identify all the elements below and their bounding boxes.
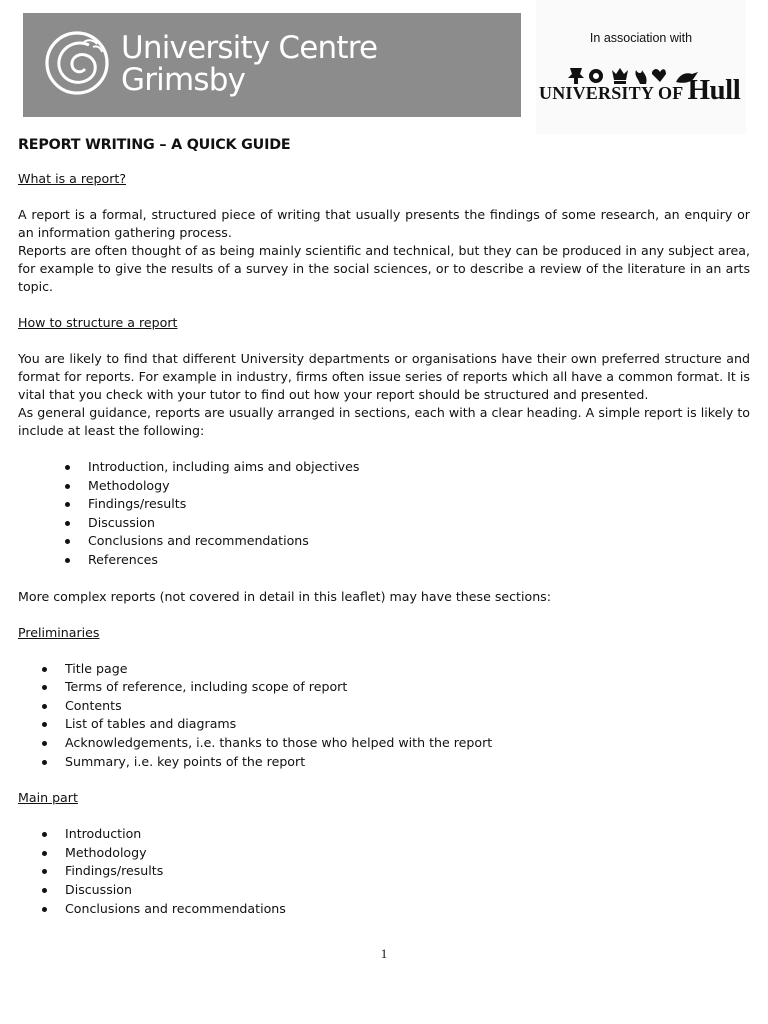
list-item: Findings/results <box>18 495 750 514</box>
list-item: Contents <box>18 697 750 716</box>
list-item: Conclusions and recommendations <box>18 532 750 551</box>
institution-name <box>121 32 377 96</box>
partner-name: Hull <box>687 74 741 106</box>
list-item: References <box>18 551 750 570</box>
list-item: Acknowledgements, i.e. thanks to those who helped with the report <box>18 734 750 753</box>
list-item: Introduction <box>18 825 750 844</box>
paragraph: A report is a formal, structured piece of writing that usually presents the findings of some research, an enquiry or an information gathering process. <box>18 207 750 240</box>
document-title: REPORT WRITING – A QUICK GUIDE <box>18 137 291 153</box>
university-centre-grimsby-logo-icon <box>44 30 110 96</box>
university-of-hull-wordmark <box>539 74 745 107</box>
header-banner <box>23 13 521 117</box>
simple-report-sections-list <box>18 458 750 570</box>
preliminaries-list <box>18 660 750 772</box>
institution-name-line1: University Centre <box>121 30 378 66</box>
partner-prefix: UNIVERSITY OF <box>539 83 684 103</box>
list-item: Methodology <box>18 477 750 496</box>
page-number: 1 <box>380 946 388 961</box>
list-item: Title page <box>18 660 750 679</box>
list-item: Discussion <box>18 881 750 900</box>
list-item: Terms of reference, including scope of report <box>18 678 750 697</box>
institution-name-line2: Grimsby <box>121 62 246 98</box>
document-body <box>18 135 750 918</box>
list-item: Methodology <box>18 844 750 863</box>
paragraph: Reports are often thought of as being mainly scientific and technical, but they can be produced in any subject area, for example to give the results of a survey in the social sciences, or to describe a review of the literature in an arts topic. <box>18 243 750 294</box>
paragraph: You are likely to find that different University departments or organisations have their own preferred structure and format for reports. For example in industry, firms often issue series of reports which all have a common format. It is vital that you check with your tutor to find out how your report should be structured and presented. <box>18 351 750 402</box>
list-item: List of tables and diagrams <box>18 715 750 734</box>
list-item: Summary, i.e. key points of the report <box>18 753 750 772</box>
list-item: Conclusions and recommendations <box>18 900 750 919</box>
list-item: Introduction, including aims and objectives <box>18 458 750 477</box>
list-item: Discussion <box>18 514 750 533</box>
list-item: Findings/results <box>18 862 750 881</box>
section-heading-main-part: Main part <box>18 790 78 806</box>
paragraph: As general guidance, reports are usually arranged in sections, each with a clear heading. A simple report is likely to include at least the following: <box>18 405 750 438</box>
paragraph: More complex reports (not covered in detail in this leaflet) may have these sections: <box>18 588 551 604</box>
partner-logo-block <box>536 0 746 134</box>
section-heading-structure: How to structure a report <box>18 315 178 330</box>
section-heading-what-is: What is a report? <box>18 171 127 186</box>
association-text: In association with <box>589 31 693 45</box>
section-heading-preliminaries: Preliminaries <box>18 624 100 640</box>
main-part-list <box>18 825 750 918</box>
